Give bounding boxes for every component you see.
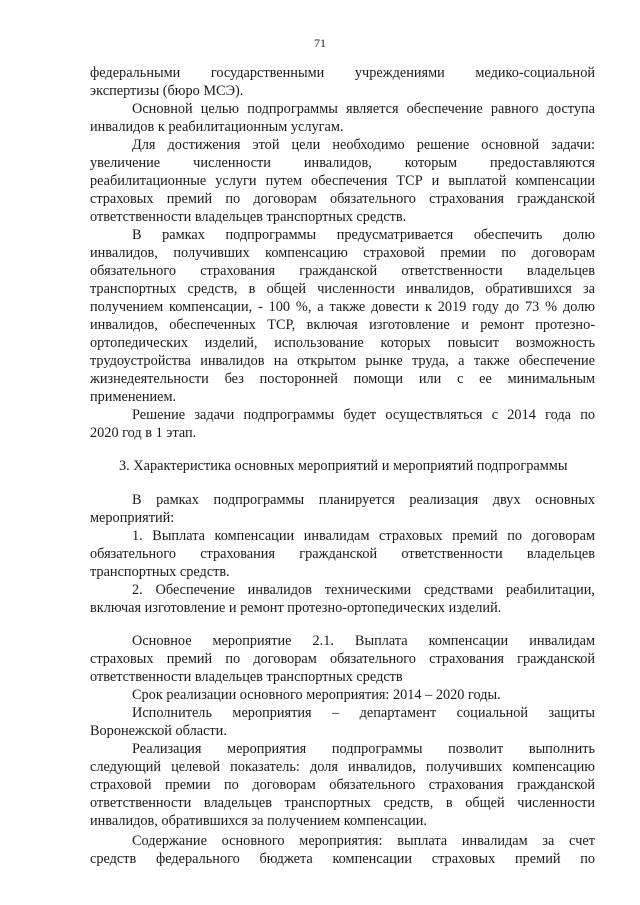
text-line: экспертизы (бюро МСЭ).	[90, 83, 244, 99]
text-line: инвалидов, обеспеченных ТСР, включая изготовление и ремонт протезно-	[90, 317, 595, 333]
text-line: ответственности владельцев транспортных средств.	[90, 209, 407, 225]
text-line: Основное мероприятие 2.1. Выплата компенсации инвалидам	[132, 633, 595, 649]
page-number: 71	[314, 36, 326, 50]
text-line: увеличение численности инвалидов, которым предоставляются	[90, 155, 595, 171]
text-line: Основной целью подпрограммы является обеспечение равного доступа	[132, 101, 595, 117]
text-line: транспортных средств, в общей численности инвалидов, обратившихся за	[90, 281, 595, 297]
text-line: включая изготовление и ремонт протезно-ортопедических изделий.	[90, 600, 502, 616]
section-heading: 3. Характеристика основных мероприятий и мероприятий подпрограммы	[119, 458, 568, 474]
text-line: ответственности владельцев транспортных средств, в общей численности	[90, 795, 595, 811]
text-line: Для достижения этой цели необходимо решение основной задачи:	[132, 137, 595, 153]
text-line: инвалидов, получивших компенсацию страховой премии по договорам	[90, 245, 595, 261]
text-line: Содержание основного мероприятия: выплата инвалидам за счет	[132, 833, 595, 849]
text-line: инвалидов, обратившихся за получением компенсации.	[90, 813, 427, 829]
text-line: Решение задачи подпрограммы будет осуществляться с 2014 года по	[132, 407, 595, 423]
text-line: страховых премий по договорам обязательного страхования гражданской	[90, 191, 595, 207]
text-line: следующий целевой показатель: доля инвалидов, получивших компенсацию	[90, 759, 595, 775]
text-line: средств федерального бюджета компенсации страховых премий по	[90, 851, 595, 867]
text-line: получением компенсации, - 100 %, а также довести к 2019 году до 73 % долю	[90, 299, 595, 315]
text-line: 2020 год в 1 этап.	[90, 425, 197, 441]
text-line: обязательного страхования гражданской ответственности владельцев	[90, 546, 595, 562]
text-line: Реализация мероприятия подпрограммы позволит выполнить	[132, 741, 595, 757]
text-line: В рамках подпрограммы планируется реализация двух основных	[132, 492, 595, 508]
text-line: применением.	[90, 389, 177, 405]
text-line: реабилитационные услуги путем обеспечения ТСР и выплатой компенсации	[90, 173, 595, 189]
text-line: трудоустройства инвалидов на открытом рынке труда, а также обеспечение	[90, 353, 595, 369]
text-line: мероприятий:	[90, 510, 175, 526]
text-line: жизнедеятельности без посторонней помощи или с ее минимальным	[90, 371, 595, 387]
text-line: 1. Выплата компенсации инвалидам страховых премий по договорам	[132, 528, 595, 544]
text-line: инвалидов к реабилитационным услугам.	[90, 119, 344, 135]
text-line: транспортных средств.	[90, 564, 230, 580]
text-line: федеральными государственными учреждениями медико-социальной	[90, 65, 595, 81]
text-line: Воронежской области.	[90, 723, 227, 739]
text-line: ортопедических изделий, использование которых повысит возможность	[90, 335, 595, 351]
text-line: В рамках подпрограммы предусматривается обеспечить долю	[132, 227, 595, 243]
text-line: страховой премии по договорам обязательного страхования гражданской	[90, 777, 595, 793]
text-line: страховых премий по договорам обязательного страхования гражданской	[90, 651, 595, 667]
text-line: Срок реализации основного мероприятия: 2014 – 2020 годы.	[132, 687, 501, 703]
text-line: ответственности владельцев транспортных средств	[90, 669, 403, 685]
text-line: обязательного страхования гражданской ответственности владельцев	[90, 263, 595, 279]
text-line: 2. Обеспечение инвалидов техническими средствами реабилитации,	[132, 582, 595, 598]
text-line: Исполнитель мероприятия – департамент социальной защиты	[132, 705, 595, 721]
